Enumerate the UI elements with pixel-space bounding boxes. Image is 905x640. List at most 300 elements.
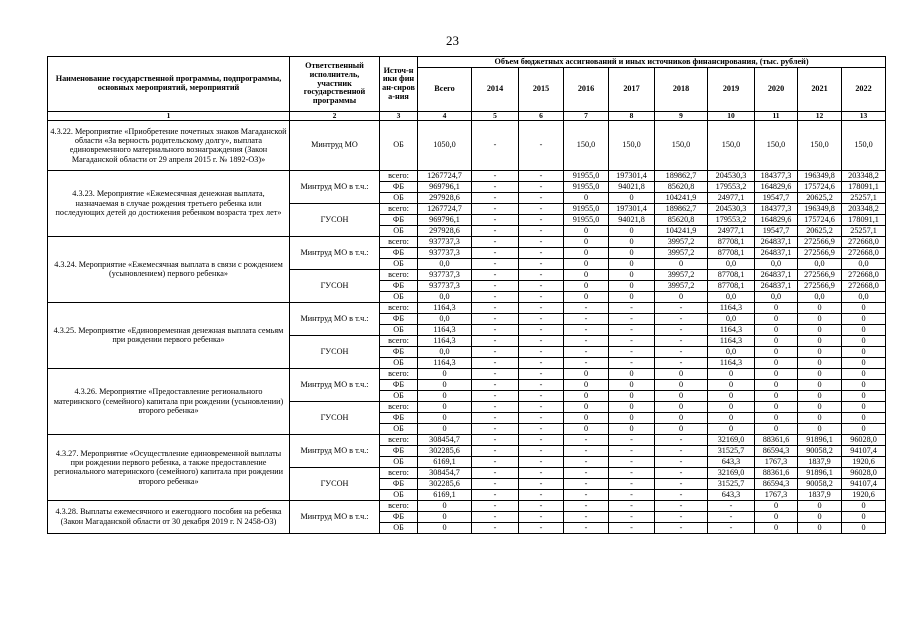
value-cell: - [519, 302, 564, 313]
value-cell: 0 [755, 500, 798, 511]
value-cell: 0 [708, 368, 755, 379]
value-cell: - [655, 346, 708, 357]
value-cell: 643,3 [708, 456, 755, 467]
value-cell: 32169,0 [708, 434, 755, 445]
value-cell: - [655, 302, 708, 313]
value-cell: 264837,1 [755, 280, 798, 291]
value-cell: 196349,8 [798, 203, 842, 214]
value-total: 308454,7 [418, 434, 472, 445]
value-cell: 0 [755, 368, 798, 379]
value-total: 1164,3 [418, 357, 472, 368]
value-cell: 0 [564, 412, 609, 423]
value-cell: 0 [564, 368, 609, 379]
value-cell: 0 [609, 258, 655, 269]
value-total: 0 [418, 500, 472, 511]
value-cell: - [472, 445, 519, 456]
value-total: 0,0 [418, 258, 472, 269]
value-total: 937737,3 [418, 280, 472, 291]
value-cell: 0 [755, 522, 798, 533]
value-cell: 0 [755, 379, 798, 390]
value-total: 1267724,7 [418, 203, 472, 214]
value-cell: 204530,3 [708, 170, 755, 181]
value-cell: 0 [609, 269, 655, 280]
value-cell: 189862,7 [655, 170, 708, 181]
value-cell: - [655, 335, 708, 346]
value-cell: - [472, 247, 519, 258]
value-cell: - [655, 522, 708, 533]
value-cell: 0 [655, 390, 708, 401]
value-cell: 204530,3 [708, 203, 755, 214]
value-total: 0 [418, 412, 472, 423]
value-cell: - [519, 192, 564, 203]
funding-source: ФБ [380, 214, 418, 225]
value-cell: - [519, 291, 564, 302]
value-cell: - [708, 500, 755, 511]
value-cell: 272566,9 [798, 269, 842, 280]
value-cell: 0 [842, 423, 886, 434]
value-cell: 0 [798, 346, 842, 357]
value-cell: 39957,2 [655, 236, 708, 247]
value-cell: 0 [564, 236, 609, 247]
value-cell: 0 [655, 423, 708, 434]
executor: Минтруд МО в т.ч.: [290, 368, 380, 401]
header-year: 2017 [609, 68, 655, 112]
value-cell: 25257,1 [842, 225, 886, 236]
funding-source: всего: [380, 335, 418, 346]
value-cell: - [519, 357, 564, 368]
value-cell: 86594,3 [755, 478, 798, 489]
header-year: 2014 [472, 68, 519, 112]
value-cell: - [655, 456, 708, 467]
executor: ГУСОН [290, 203, 380, 236]
value-cell: 0 [798, 368, 842, 379]
header-year: 2019 [708, 68, 755, 112]
value-cell: 0 [755, 412, 798, 423]
value-cell: 0 [755, 302, 798, 313]
value-cell: 0 [755, 423, 798, 434]
value-cell: - [472, 192, 519, 203]
value-cell: - [655, 467, 708, 478]
value-cell: 39957,2 [655, 247, 708, 258]
value-cell: 0 [564, 225, 609, 236]
executor: Минтруд МО в т.ч.: [290, 500, 380, 533]
funding-source: ОБ [380, 357, 418, 368]
executor: Минтруд МО в т.ч.: [290, 236, 380, 269]
funding-source: ОБ [380, 489, 418, 500]
value-total: 302285,6 [418, 445, 472, 456]
value-cell: 0 [564, 390, 609, 401]
value-total: 937737,3 [418, 269, 472, 280]
value-cell: - [519, 401, 564, 412]
header-col-number: 12 [798, 112, 842, 121]
value-cell: 0,0 [708, 291, 755, 302]
value-cell: - [564, 456, 609, 467]
value-cell: 0 [755, 313, 798, 324]
value-cell: 94107,4 [842, 445, 886, 456]
value-cell: 0 [798, 379, 842, 390]
measure-name: 4.3.23. Мероприятие «Ежемесячная денежная выплата, назначаемая в случае рождения третьего ребенка или последующих детей до достижения ребенком возраста трех лет» [48, 170, 290, 236]
value-cell: 0 [609, 225, 655, 236]
value-cell: - [564, 357, 609, 368]
funding-source: ФБ [380, 445, 418, 456]
funding-source: всего: [380, 269, 418, 280]
value-cell: 178091,1 [842, 214, 886, 225]
header-funding: Объем бюджетных ассигнований и иных источников финансирования, (тыс. рублей) [418, 57, 886, 68]
value-total: 937737,3 [418, 247, 472, 258]
value-cell: - [519, 214, 564, 225]
value-cell: 0,0 [755, 291, 798, 302]
funding-source: ФБ [380, 280, 418, 291]
value-cell: - [609, 511, 655, 522]
value-cell: 0 [708, 379, 755, 390]
value-cell: 0 [564, 258, 609, 269]
value-cell: 203348,2 [842, 203, 886, 214]
value-cell: - [655, 489, 708, 500]
value-cell: 91955,0 [564, 170, 609, 181]
value-cell: 1164,3 [708, 302, 755, 313]
value-cell: 0,0 [708, 313, 755, 324]
header-col-number: 10 [708, 112, 755, 121]
value-total: 969796,1 [418, 214, 472, 225]
value-cell: - [472, 203, 519, 214]
value-cell: 272668,0 [842, 280, 886, 291]
header-col-number: 7 [564, 112, 609, 121]
value-cell: 0 [564, 401, 609, 412]
header-col-number: 1 [48, 112, 290, 121]
value-cell: - [655, 434, 708, 445]
header-col-number: 8 [609, 112, 655, 121]
funding-source: всего: [380, 170, 418, 181]
value-total: 0 [418, 368, 472, 379]
funding-source: ФБ [380, 313, 418, 324]
value-cell: 175724,6 [798, 181, 842, 192]
value-total: 969796,1 [418, 181, 472, 192]
value-cell: 0 [708, 412, 755, 423]
value-cell: - [472, 214, 519, 225]
value-cell: 0 [564, 291, 609, 302]
value-cell: 0,0 [842, 258, 886, 269]
value-cell: - [655, 445, 708, 456]
value-cell: 96028,0 [842, 467, 886, 478]
value-cell: - [519, 434, 564, 445]
value-cell: - [655, 313, 708, 324]
value-cell: 94021,8 [609, 181, 655, 192]
value-cell: 0 [842, 324, 886, 335]
value-total: 0 [418, 379, 472, 390]
value-cell: 0 [842, 412, 886, 423]
value-total: 1164,3 [418, 324, 472, 335]
value-cell: 85620,8 [655, 214, 708, 225]
value-cell: 1920,6 [842, 489, 886, 500]
value-cell: 150,0 [564, 120, 609, 170]
value-cell: 32169,0 [708, 467, 755, 478]
value-cell: - [655, 478, 708, 489]
value-cell: - [564, 467, 609, 478]
header-col-number: 2 [290, 112, 380, 121]
value-cell: 0 [842, 401, 886, 412]
funding-source: ОБ [380, 456, 418, 467]
value-cell: 0 [798, 401, 842, 412]
value-cell: 164829,6 [755, 181, 798, 192]
value-cell: 0 [755, 511, 798, 522]
value-cell: - [564, 500, 609, 511]
executor: Минтруд МО в т.ч.: [290, 302, 380, 335]
value-total: 1267724,7 [418, 170, 472, 181]
value-cell: - [519, 390, 564, 401]
value-cell: 20625,2 [798, 192, 842, 203]
value-cell: - [609, 346, 655, 357]
value-cell: 0 [755, 324, 798, 335]
value-cell: - [564, 434, 609, 445]
value-cell: 184377,3 [755, 170, 798, 181]
value-cell: - [564, 511, 609, 522]
value-cell: 0 [798, 313, 842, 324]
value-cell: - [519, 225, 564, 236]
value-cell: 1837,9 [798, 489, 842, 500]
value-cell: - [472, 500, 519, 511]
value-total: 1164,3 [418, 335, 472, 346]
value-cell: 0,0 [798, 258, 842, 269]
value-cell: - [519, 445, 564, 456]
value-cell: 184377,3 [755, 203, 798, 214]
funding-source: ОБ [380, 192, 418, 203]
value-cell: - [472, 291, 519, 302]
value-cell: - [564, 335, 609, 346]
value-cell: - [609, 489, 655, 500]
value-cell: - [519, 313, 564, 324]
value-cell: 0 [609, 280, 655, 291]
value-cell: 0,0 [708, 346, 755, 357]
value-cell: 0 [708, 401, 755, 412]
value-cell: 1767,3 [755, 489, 798, 500]
funding-source: ОБ [380, 390, 418, 401]
value-cell: 189862,7 [655, 203, 708, 214]
value-cell: - [564, 324, 609, 335]
value-cell: 0 [655, 401, 708, 412]
value-cell: 272566,9 [798, 236, 842, 247]
funding-source: всего: [380, 203, 418, 214]
value-cell: 31525,7 [708, 445, 755, 456]
funding-source: ФБ [380, 181, 418, 192]
value-cell: - [519, 511, 564, 522]
header-year: 2020 [755, 68, 798, 112]
value-cell: 0 [609, 236, 655, 247]
value-total: 0 [418, 390, 472, 401]
funding-source: ФБ [380, 412, 418, 423]
value-cell: 0 [798, 511, 842, 522]
value-cell: 264837,1 [755, 236, 798, 247]
value-cell: 0 [609, 423, 655, 434]
value-cell: 0 [842, 379, 886, 390]
executor: ГУСОН [290, 401, 380, 434]
value-cell: - [519, 346, 564, 357]
executor: ГУСОН [290, 269, 380, 302]
value-cell: 0 [609, 247, 655, 258]
executor: ГУСОН [290, 335, 380, 368]
header-col-number: 9 [655, 112, 708, 121]
value-cell: 0 [798, 522, 842, 533]
table-row [48, 500, 886, 511]
header-col-number: 3 [380, 112, 418, 121]
value-cell: 164829,6 [755, 214, 798, 225]
value-cell: 0 [842, 511, 886, 522]
value-cell: 19547,7 [755, 225, 798, 236]
value-cell: - [609, 522, 655, 533]
value-cell: 0,0 [842, 291, 886, 302]
header-year: 2015 [519, 68, 564, 112]
value-total: 0,0 [418, 313, 472, 324]
value-cell: 91955,0 [564, 181, 609, 192]
value-cell: - [708, 522, 755, 533]
value-cell: 0 [842, 368, 886, 379]
table-row [48, 120, 886, 170]
value-cell: - [519, 170, 564, 181]
header-year: 2016 [564, 68, 609, 112]
value-cell: 0 [708, 423, 755, 434]
value-cell: - [472, 423, 519, 434]
value-cell: 0 [842, 346, 886, 357]
value-cell: - [519, 203, 564, 214]
value-cell: 31525,7 [708, 478, 755, 489]
value-cell: - [472, 170, 519, 181]
value-cell: - [472, 313, 519, 324]
value-cell: - [472, 236, 519, 247]
value-cell: 87708,1 [708, 280, 755, 291]
value-total: 0 [418, 423, 472, 434]
value-cell: - [472, 120, 519, 170]
value-cell: 1164,3 [708, 324, 755, 335]
header-col-number: 11 [755, 112, 798, 121]
value-cell: - [472, 357, 519, 368]
value-cell: 179553,2 [708, 214, 755, 225]
value-cell: 150,0 [755, 120, 798, 170]
value-cell: - [655, 500, 708, 511]
value-cell: 88361,6 [755, 467, 798, 478]
value-cell: 0 [609, 368, 655, 379]
header-year: 2021 [798, 68, 842, 112]
funding-table [47, 56, 886, 534]
value-cell: 0 [609, 379, 655, 390]
value-cell: 0 [842, 302, 886, 313]
value-cell: - [472, 511, 519, 522]
value-cell: 150,0 [609, 120, 655, 170]
value-cell: - [519, 456, 564, 467]
funding-source: ОБ [380, 291, 418, 302]
value-cell: 0 [755, 357, 798, 368]
value-cell: 88361,6 [755, 434, 798, 445]
value-cell: - [564, 489, 609, 500]
value-cell: 0 [655, 379, 708, 390]
value-cell: - [472, 302, 519, 313]
table-row [48, 434, 886, 445]
value-cell: 0 [755, 401, 798, 412]
value-cell: - [609, 478, 655, 489]
value-cell: 197301,4 [609, 170, 655, 181]
value-cell: - [609, 313, 655, 324]
value-cell: - [519, 335, 564, 346]
value-cell: - [519, 236, 564, 247]
funding-source: всего: [380, 236, 418, 247]
value-cell: 91896,1 [798, 467, 842, 478]
value-cell: - [472, 478, 519, 489]
value-cell: 0 [798, 412, 842, 423]
value-total: 297928,6 [418, 192, 472, 203]
measure-name: 4.3.28. Выплаты ежемесячного и ежегодного пособия на ребенка (Закон Магаданской области от 30 декабря 2019 г. N 2458-ОЗ) [48, 500, 290, 533]
funding-source: всего: [380, 434, 418, 445]
value-cell: 0 [842, 313, 886, 324]
value-cell: - [472, 401, 519, 412]
value-cell: - [609, 445, 655, 456]
funding-source: ОБ [380, 423, 418, 434]
value-cell: 0 [798, 390, 842, 401]
measure-name: 4.3.24. Мероприятие «Ежемесячная выплата в связи с рождением (усыновлением) первого ребенка» [48, 236, 290, 302]
value-cell: 104241,9 [655, 225, 708, 236]
value-cell: 86594,3 [755, 445, 798, 456]
value-cell: 0,0 [708, 258, 755, 269]
value-cell: - [472, 456, 519, 467]
value-cell: 19547,7 [755, 192, 798, 203]
value-cell: 0 [755, 335, 798, 346]
value-cell: - [519, 467, 564, 478]
header-name: Наименование государственной программы, подпрограммы, основных мероприятий, мероприятий [48, 57, 290, 112]
value-cell: 150,0 [708, 120, 755, 170]
value-cell: - [609, 335, 655, 346]
value-cell: - [472, 489, 519, 500]
value-cell: 0 [798, 357, 842, 368]
value-cell: 0,0 [755, 258, 798, 269]
value-cell: 91955,0 [564, 203, 609, 214]
value-cell: 0 [755, 390, 798, 401]
funding-source: всего: [380, 368, 418, 379]
value-cell: 1767,3 [755, 456, 798, 467]
funding-source: ФБ [380, 478, 418, 489]
funding-source: всего: [380, 500, 418, 511]
value-cell: 87708,1 [708, 269, 755, 280]
value-cell: 0 [564, 280, 609, 291]
value-cell: - [472, 258, 519, 269]
value-cell: - [519, 269, 564, 280]
value-cell: 1837,9 [798, 456, 842, 467]
value-total: 1164,3 [418, 302, 472, 313]
value-cell: - [519, 368, 564, 379]
value-cell: - [609, 302, 655, 313]
value-cell: - [564, 445, 609, 456]
value-cell: 1164,3 [708, 357, 755, 368]
value-cell: - [472, 522, 519, 533]
funding-source: всего: [380, 401, 418, 412]
value-cell: 264837,1 [755, 247, 798, 258]
value-total: 6169,1 [418, 489, 472, 500]
value-cell: - [472, 346, 519, 357]
value-cell: - [519, 181, 564, 192]
value-total: 302285,6 [418, 478, 472, 489]
value-cell: - [564, 313, 609, 324]
value-cell: 272668,0 [842, 236, 886, 247]
header-col-number: 5 [472, 112, 519, 121]
value-cell: 0 [564, 192, 609, 203]
table-row [48, 368, 886, 379]
value-cell: 272566,9 [798, 247, 842, 258]
value-cell: 0 [798, 302, 842, 313]
value-total: 0,0 [418, 346, 472, 357]
value-cell: - [519, 522, 564, 533]
value-cell: 1920,6 [842, 456, 886, 467]
value-cell: 150,0 [798, 120, 842, 170]
funding-source: ОБ [380, 120, 418, 170]
value-cell: 0 [708, 390, 755, 401]
value-cell: - [564, 302, 609, 313]
value-cell: 179553,2 [708, 181, 755, 192]
